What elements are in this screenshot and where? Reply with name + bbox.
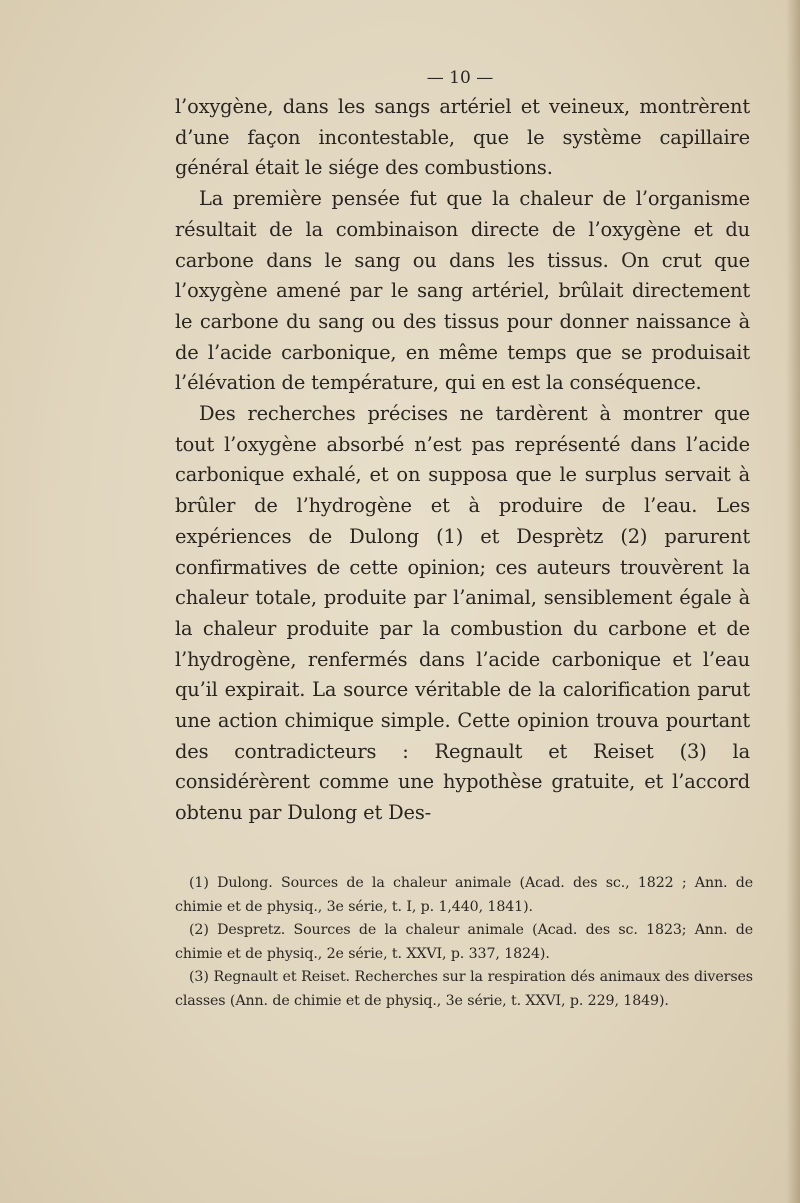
body-text — [175, 92, 750, 829]
footnotes — [175, 872, 753, 1014]
page-number: — 10 — — [426, 68, 494, 88]
footnote: (2) Despretz. Sources de la chaleur animale (Acad. des sc. 1823; Ann. de chimie et de physiq., 2e série, t. XXVI, p. 337, 1824). — [175, 922, 753, 962]
paragraph: Des recherches précises ne tardèrent à montrer que tout l’oxygène absorbé n’est pas représenté dans l’acide carbonique exhalé, et on supposa que le surplus servait à brûler de l’hydrogène et à produire de l’eau. Les expériences de Dulong (1) et Desprètz (2) parurent confirmatives de cette opinion; ces auteurs trouvèrent la chaleur totale, produite par l’animal, sensiblement égale à la chaleur produite par la combustion du carbone et de l’hydrogène, renfermés dans l’acide carbonique et l’eau qu’il expirait. La source véritable de la calorification parut une action chimique simple. Cette opinion trouva pourtant des contradicteurs : Regnault et Reiset (3) la considérèrent comme une hypothèse gratuite, et l’accord obtenu par Dulong et Des- — [175, 402, 750, 825]
paragraph: La première pensée fut que la chaleur de l’organisme résultait de la combinaison directe de l’oxygène et du carbone dans le sang ou dans les tissus. On crut que l’oxygène amené par le sang artériel, brûlait directement le carbone du sang ou des tissus pour donner naissance à de l’acide carbonique, en même temps que se produisait l’élévation de température, qui en est la conséquence. — [175, 187, 750, 395]
footnote: (3) Regnault et Reiset. Recherches sur la respiration dés animaux des diverses classes (Ann. de chimie et de physiq., 3e série, t. XXVI, p. 229, 1849). — [175, 969, 753, 1009]
paragraph: l’oxygène, dans les sangs artériel et veineux, montrèrent d’une façon incontestable, que le système capillaire général était le siége des combustions. — [175, 95, 750, 180]
page-edge-shadow — [786, 0, 800, 1203]
footnote: (1) Dulong. Sources de la chaleur animale (Acad. des sc., 1822 ; Ann. de chimie et de physiq., 3e série, t. I, p. 1,440, 1841). — [175, 875, 753, 915]
